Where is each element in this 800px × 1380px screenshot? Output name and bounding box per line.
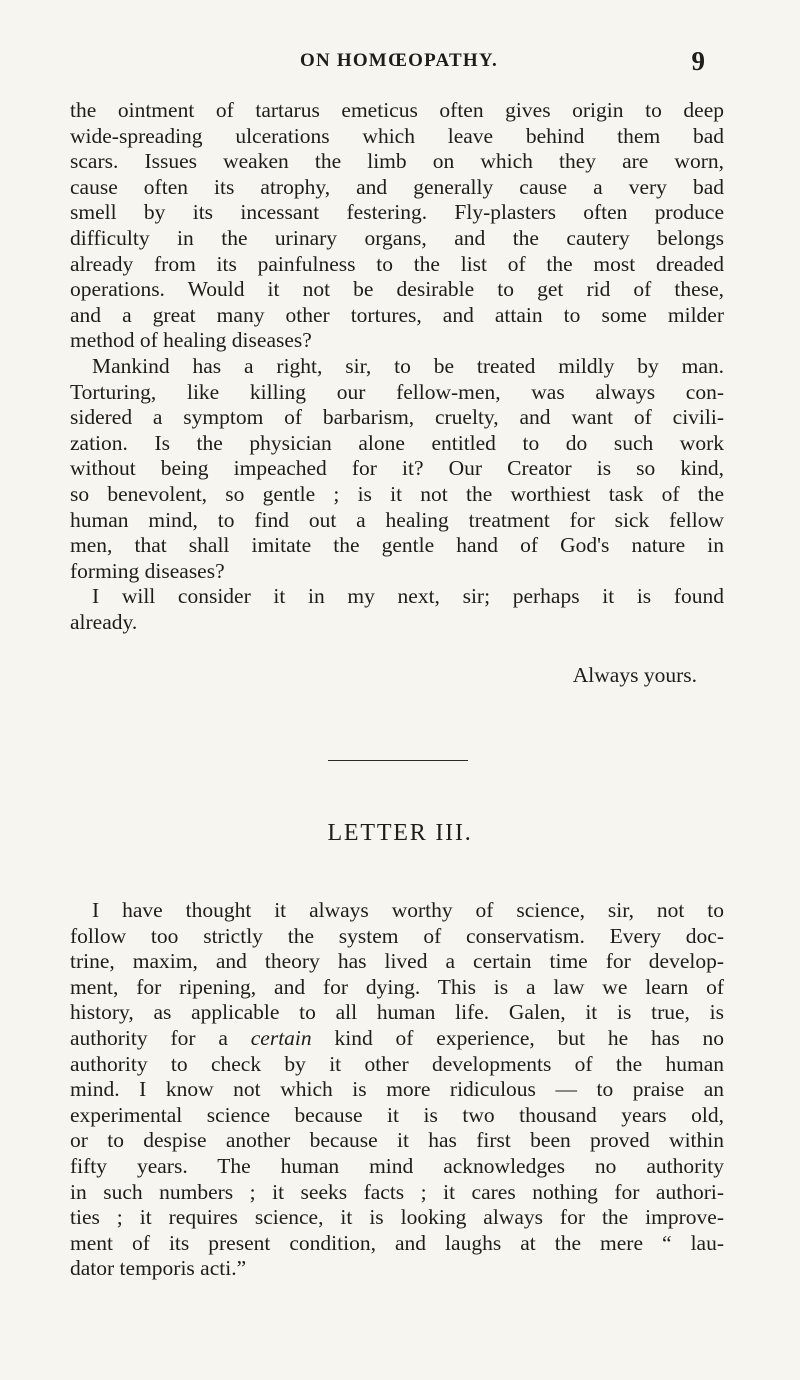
text-line: fifty years. The human mind acknowledges no authority [70,1153,724,1178]
text-line: trine, maxim, and theory has lived a certain time for develop- [70,949,724,974]
page-number: 9 [691,46,705,76]
text-line: smell by its incessant festering. Fly-plasters often produce [70,200,724,225]
text-line: method of healing diseases? [70,328,312,353]
closing-signoff: Always yours. [572,663,697,687]
paragraph-first-line: Mankind has a right, sir, to be treated mildly by man. [92,353,724,378]
page-header [300,46,705,76]
text-fragment: kind of experience, but he has no [334,1025,725,1050]
text-line: zation. Is the physician alone entitled to do such work [70,430,724,455]
text-line: experimental science because it is two thousand years old, [70,1102,724,1127]
text-line: men, that shall imitate the gentle hand of God's nature in [70,533,724,558]
text-line: cause often its atrophy, and generally cause a very bad [70,174,724,199]
text-line: dator temporis acti.” [70,1256,247,1281]
text-line: difficulty in the urinary organs, and the cautery belongs [70,225,724,250]
text-line: operations. Would it not be desirable to get rid of these, [70,277,724,302]
text-fragment: authority for a [70,1025,228,1050]
text-line: without being impeached for it? Our Creator is so kind, [70,456,724,481]
text-line: sidered a symptom of barbarism, cruelty, and want of civili- [70,405,724,430]
text-line: mind. I know not which is more ridiculous — to praise an [70,1077,724,1102]
text-line: in such numbers ; it seeks facts ; it cares nothing for authori- [70,1179,724,1204]
body-text [70,98,724,635]
text-line: or to despise another because it has first been proved within [70,1128,724,1153]
text-line: the ointment of tartarus emeticus often gives origin to deep [70,98,724,122]
text-line: Torturing, like killing our fellow-men, was always con- [70,379,724,404]
text-line: ment, for ripening, and for dying. This is a law we learn of [70,974,724,999]
text-line: so benevolent, so gentle ; is it not the worthiest task of the [70,481,724,506]
text-line: ties ; it requires science, it is looking always for the improve- [70,1205,724,1230]
paragraph-first-line: I will consider it in my next, sir; perhaps it is found [92,584,724,609]
running-head: ON HOMŒOPATHY. [300,50,499,71]
text-line: history, as applicable to all human life. Galen, it is true, is [70,1000,724,1025]
text-line: authority to check by it other developments of the human [70,1051,724,1076]
letter-body [70,898,724,1282]
letter-heading: LETTER III. [327,820,473,846]
italic-word: certain [250,1025,312,1050]
text-line: and a great many other tortures, and attain to some milder [70,302,724,327]
text-line: forming diseases? [70,558,225,583]
text-line: already. [70,609,138,634]
text-line: scars. Issues weaken the limb on which they are worn, [70,149,724,174]
section-divider [328,760,468,761]
paragraph-first-line: I have thought it always worthy of science, sir, not to [92,898,724,922]
text-line: ment of its present condition, and laughs at the mere “ lau- [70,1230,724,1255]
text-line [70,1026,724,1052]
text-line: follow too strictly the system of conservatism. Every doc- [70,923,724,948]
text-line: already from its painfulness to the list of the most dreaded [70,251,724,276]
text-line: human mind, to find out a healing treatment for sick fellow [70,507,724,532]
text-line: wide-spreading ulcerations which leave behind them bad [70,123,724,148]
